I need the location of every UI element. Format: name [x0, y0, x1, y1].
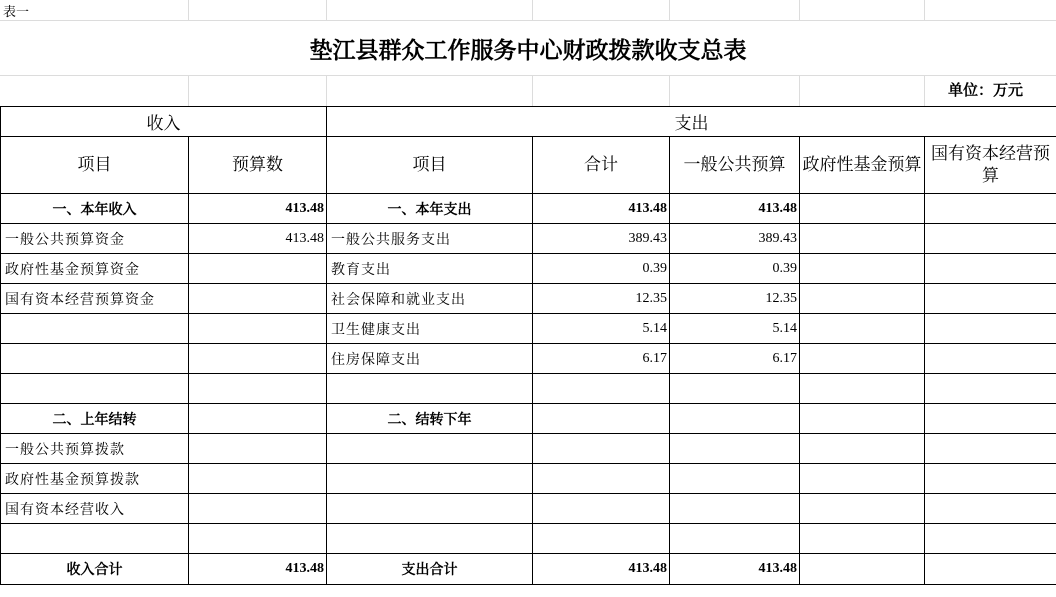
gov-fund-cell[interactable]	[800, 374, 925, 404]
income-item-cell[interactable]	[1, 314, 189, 344]
expense-item-cell[interactable]	[327, 494, 533, 524]
gov-fund-cell[interactable]	[800, 344, 925, 374]
page-title: 垫江县群众工作服务中心财政拨款收支总表	[309, 36, 747, 64]
expense-total-label[interactable]: 支出合计	[327, 554, 533, 585]
income-amount-cell[interactable]	[189, 524, 327, 554]
expense-general-cell[interactable]: 12.35	[670, 284, 800, 314]
income-item-cell[interactable]: 国有资本经营收入	[1, 494, 189, 524]
gov-fund-total-cell[interactable]	[800, 554, 925, 585]
income-item-cell[interactable]: 一般公共预算资金	[1, 224, 189, 254]
expense-total-cell[interactable]	[533, 464, 670, 494]
gov-fund-cell[interactable]	[800, 224, 925, 254]
gov-fund-cell[interactable]	[800, 404, 925, 434]
state-capital-cell[interactable]	[925, 494, 1056, 524]
table-row	[1, 524, 1056, 554]
table-row	[1, 494, 1056, 524]
expense-total-cell[interactable]	[533, 494, 670, 524]
state-capital-total-cell[interactable]	[925, 554, 1056, 585]
gov-fund-cell[interactable]	[800, 494, 925, 524]
state-capital-header[interactable]: 国有资本经营预算	[925, 137, 1056, 194]
state-capital-cell[interactable]	[925, 524, 1056, 554]
expense-item-cell[interactable]	[327, 524, 533, 554]
state-capital-cell[interactable]	[925, 314, 1056, 344]
income-total-amount[interactable]: 413.48	[189, 554, 327, 585]
table-row	[1, 224, 1056, 254]
expense-item-cell[interactable]: 社会保障和就业支出	[327, 284, 533, 314]
expense-item-cell[interactable]: 一般公共服务支出	[327, 224, 533, 254]
column-header-row	[1, 137, 1056, 194]
expense-total-amount[interactable]: 413.48	[533, 554, 670, 585]
income-item-cell[interactable]	[1, 374, 189, 404]
table-row	[1, 254, 1056, 284]
income-amount-cell[interactable]: 413.48	[189, 224, 327, 254]
budget-amount-header[interactable]: 预算数	[189, 137, 327, 194]
income-item-header[interactable]: 项目	[1, 137, 189, 194]
table-row	[1, 404, 1056, 434]
gov-fund-cell[interactable]	[800, 524, 925, 554]
expense-total-cell[interactable]: 5.14	[533, 314, 670, 344]
income-item-cell[interactable]: 政府性基金预算资金	[1, 254, 189, 284]
state-capital-cell[interactable]	[925, 284, 1056, 314]
expense-item-cell[interactable]	[327, 464, 533, 494]
income-amount-cell[interactable]	[189, 434, 327, 464]
state-capital-cell[interactable]	[925, 464, 1056, 494]
state-capital-cell[interactable]	[925, 374, 1056, 404]
expense-total-cell[interactable]: 0.39	[533, 254, 670, 284]
expense-total-cell[interactable]: 12.35	[533, 284, 670, 314]
fiscal-summary-table	[0, 106, 1056, 585]
income-amount-cell[interactable]	[189, 344, 327, 374]
income-item-cell[interactable]: 政府性基金预算拨款	[1, 464, 189, 494]
total-header[interactable]: 合计	[533, 137, 670, 194]
gov-fund-cell[interactable]	[800, 464, 925, 494]
gov-fund-cell[interactable]	[800, 254, 925, 284]
income-amount-cell[interactable]	[189, 314, 327, 344]
expense-total-cell[interactable]	[533, 524, 670, 554]
income-item-cell[interactable]: 一、本年收入	[1, 194, 189, 224]
income-item-cell[interactable]	[1, 344, 189, 374]
income-amount-cell[interactable]	[189, 284, 327, 314]
income-amount-cell[interactable]	[189, 254, 327, 284]
expense-general-cell[interactable]: 5.14	[670, 314, 800, 344]
expense-item-cell[interactable]: 卫生健康支出	[327, 314, 533, 344]
state-capital-cell[interactable]	[925, 224, 1056, 254]
state-capital-cell[interactable]	[925, 404, 1056, 434]
income-item-cell[interactable]: 国有资本经营预算资金	[1, 284, 189, 314]
income-item-cell[interactable]	[1, 524, 189, 554]
gov-fund-cell[interactable]	[800, 434, 925, 464]
state-capital-cell[interactable]	[925, 434, 1056, 464]
table-row	[1, 374, 1056, 404]
state-capital-cell[interactable]	[925, 254, 1056, 284]
expense-general-cell[interactable]	[670, 524, 800, 554]
expense-general-cell[interactable]: 6.17	[670, 344, 800, 374]
income-amount-cell[interactable]	[189, 404, 327, 434]
expense-item-cell[interactable]	[327, 434, 533, 464]
income-section-header[interactable]: 收入	[1, 107, 327, 137]
sheet-tag: 表一	[3, 5, 30, 20]
general-budget-header[interactable]: 一般公共预算	[670, 137, 800, 194]
gov-fund-cell[interactable]	[800, 194, 925, 224]
gov-fund-cell[interactable]	[800, 314, 925, 344]
income-amount-cell[interactable]	[189, 464, 327, 494]
expense-general-cell[interactable]	[670, 434, 800, 464]
expense-general-cell[interactable]	[670, 374, 800, 404]
expense-general-cell[interactable]: 389.43	[670, 224, 800, 254]
table-row	[1, 344, 1056, 374]
state-capital-cell[interactable]	[925, 194, 1056, 224]
income-amount-cell[interactable]	[189, 374, 327, 404]
income-total-label[interactable]: 收入合计	[1, 554, 189, 585]
expense-section-header[interactable]: 支出	[327, 107, 1056, 137]
expense-total-cell[interactable]	[533, 404, 670, 434]
income-amount-cell[interactable]	[189, 494, 327, 524]
expense-total-cell[interactable]	[533, 434, 670, 464]
income-item-cell[interactable]: 一般公共预算拨款	[1, 434, 189, 464]
unit-label: 单位：万元	[948, 81, 1024, 99]
table-row	[1, 434, 1056, 464]
income-item-cell[interactable]: 二、上年结转	[1, 404, 189, 434]
expense-total-cell[interactable]: 413.48	[533, 194, 670, 224]
expense-item-cell[interactable]	[327, 374, 533, 404]
expense-item-cell[interactable]: 一、本年支出	[327, 194, 533, 224]
expense-item-cell[interactable]: 住房保障支出	[327, 344, 533, 374]
table-row	[1, 464, 1056, 494]
expense-total-cell[interactable]: 6.17	[533, 344, 670, 374]
totals-row	[1, 554, 1056, 585]
expense-total-cell[interactable]: 389.43	[533, 224, 670, 254]
state-capital-cell[interactable]	[925, 344, 1056, 374]
section-header-row	[1, 107, 1056, 137]
table-row	[1, 194, 1056, 224]
expense-total-cell[interactable]	[533, 374, 670, 404]
table-row	[1, 284, 1056, 314]
expense-general-total[interactable]: 413.48	[670, 554, 800, 585]
expense-general-cell[interactable]: 0.39	[670, 254, 800, 284]
expense-general-cell[interactable]	[670, 494, 800, 524]
expense-item-cell[interactable]: 教育支出	[327, 254, 533, 284]
gov-fund-cell[interactable]	[800, 284, 925, 314]
expense-item-cell[interactable]: 二、结转下年	[327, 404, 533, 434]
gov-fund-header[interactable]: 政府性基金预算	[800, 137, 925, 194]
expense-general-cell[interactable]	[670, 404, 800, 434]
expense-item-header[interactable]: 项目	[327, 137, 533, 194]
expense-general-cell[interactable]	[670, 464, 800, 494]
expense-general-cell[interactable]: 413.48	[670, 194, 800, 224]
table-row	[1, 314, 1056, 344]
income-amount-cell[interactable]: 413.48	[189, 194, 327, 224]
